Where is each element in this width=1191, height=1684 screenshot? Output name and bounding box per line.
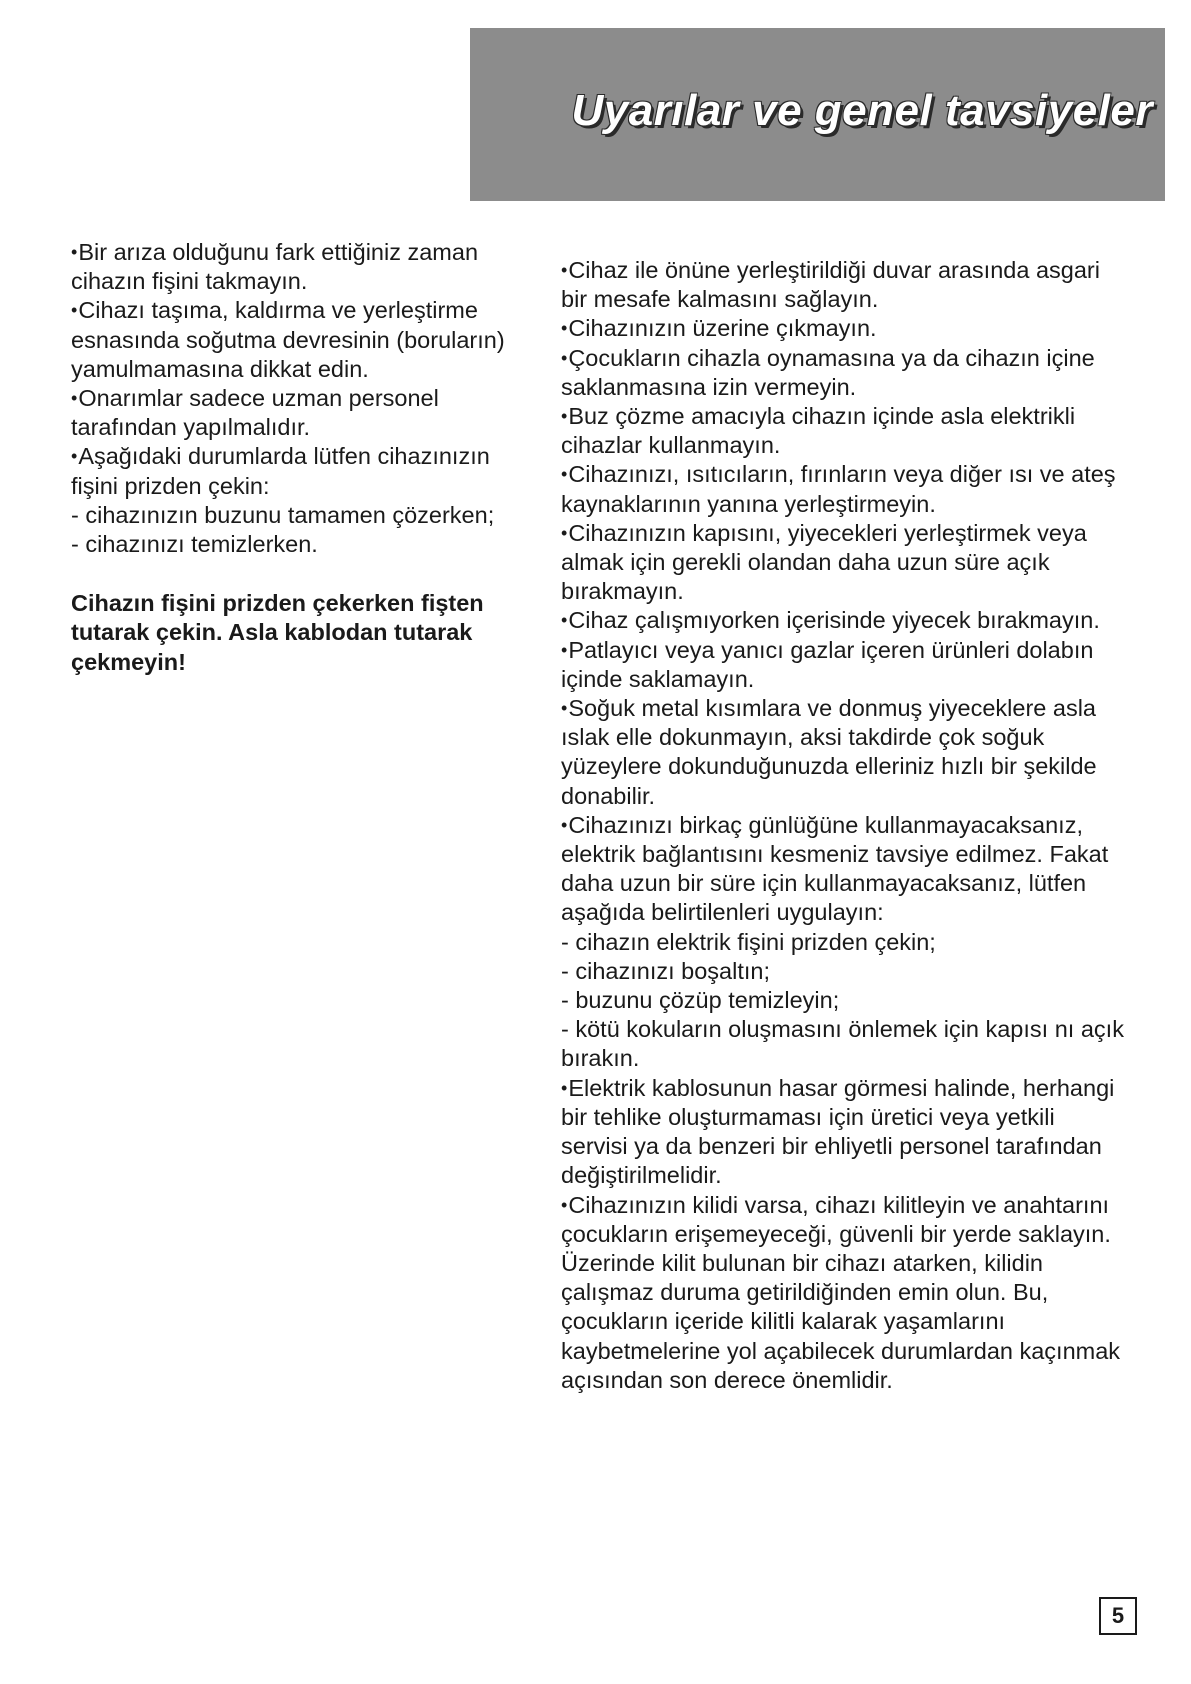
- list-item: •Onarımlar sadece uzman personel tarafından yapılmalıdır.: [71, 385, 439, 441]
- right-column: [561, 256, 1126, 1395]
- list-item: •Cihazınızı, ısıtıcıların, fırınların veya diğer ısı ve ateş kaynaklarının yanına yerleştirmeyin.: [561, 461, 1116, 517]
- header-banner: [470, 28, 1165, 201]
- list-item: •Cihazınızın üzerine çıkmayın.: [561, 315, 877, 342]
- bullet-icon: •: [561, 814, 568, 835]
- page-title: Uyarılar ve genel tavsiyeler: [571, 86, 1153, 135]
- bullet-icon: •: [71, 388, 78, 409]
- warning-text: Cihazın fişini prizden çekerken fişten tutarak çekin. Asla kablodan tutarak çekmeyin!: [71, 590, 484, 675]
- dash-item: - cihazınızı boşaltın;: [561, 957, 770, 984]
- bullet-icon: •: [71, 446, 78, 467]
- bullet-icon: •: [71, 242, 78, 262]
- list-item: •Soğuk metal kısımlara ve donmuş yiyeceklere asla ıslak elle dokunmayın, aksi takdirde çok soğuk yüzeylere dokunduğunuzda elleriniz hızlı bir şekilde donabilir.: [561, 695, 1097, 809]
- list-item: •Buz çözme amacıyla cihazın içinde asla elektrikli cihazlar kullanmayın.: [561, 403, 1076, 459]
- list-item: •Patlayıcı veya yanıcı gazlar içeren ürünleri dolabın içinde saklamayın.: [561, 636, 1094, 692]
- list-item: •Cihaz çalışmıyorken içerisinde yiyecek bırakmayın.: [561, 607, 1100, 634]
- dash-item: - cihazınızın buzunu tamamen çözerken;: [71, 501, 495, 528]
- page-number: 5: [1099, 1597, 1137, 1635]
- bullet-icon: •: [561, 347, 568, 368]
- list-item: •Cihazınızın kapısını, yiyecekleri yerleştirmek veya almak için gerekli olandan daha uzun süre açık bırakmayın.: [561, 519, 1087, 605]
- bullet-icon: •: [561, 610, 568, 631]
- bullet-icon: •: [561, 1194, 568, 1215]
- dash-item: - kötü kokuların oluşmasını önlemek için kapısı nı açık bırakın.: [561, 1016, 1124, 1072]
- list-item: •Elektrik kablosunun hasar görmesi halinde, herhangi bir tehlike oluşturmaması için üretici veya yetkili servisi ya da benzeri bir ehliyetli personel tarafından değiştirilmelidir.: [561, 1074, 1115, 1189]
- list-item: •Bir arıza olduğunu fark ettiğiniz zaman cihazın fişini takmayın.: [71, 239, 479, 295]
- bullet-icon: •: [561, 260, 568, 280]
- list-item: •Çocukların cihazla oynamasına ya da cihazın içine saklanmasına izin vermeyin.: [561, 344, 1095, 400]
- bullet-icon: •: [561, 1077, 568, 1098]
- dash-item: - buzunu çözüp temizleyin;: [561, 987, 840, 1014]
- bullet-icon: •: [561, 464, 568, 485]
- dash-item: - cihazın elektrik fişini prizden çekin;: [561, 928, 936, 955]
- bullet-icon: •: [71, 300, 78, 321]
- list-item: •Cihaz ile önüne yerleştirildiği duvar arasında asgari bir mesafe kalmasını sağlayın.: [561, 257, 1100, 313]
- list-item: •Cihazınızı birkaç günlüğüne kullanmayacaksanız, elektrik bağlantısını kesmeniz tavsiye edilmez. Fakat daha uzun bir süre için kullanmayacaksanız, lütfen aşağıda belirtilenleri uygulayın:: [561, 811, 1109, 926]
- list-item: •Cihazınızın kilidi varsa, cihazı kilitleyin ve anahtarını çocukların erişemeyeceği, güvenli bir yerde saklayın. Üzerinde kilit bulunan bir cihazı atarken, kilidin çalışmaz duruma getirildiğinden emin olun. Bu, çocukların içeride kilitli kalarak yaşamlarını kaybetmelerine yol açabilecek durumlardan kaçınmak açısından son derece önemlidir.: [561, 1191, 1121, 1393]
- bullet-icon: •: [561, 406, 568, 427]
- bullet-icon: •: [561, 318, 568, 339]
- left-column: [71, 238, 531, 700]
- bullet-icon: •: [561, 698, 568, 719]
- list-item: •Cihazı taşıma, kaldırma ve yerleştirme esnasında soğutma devresinin (boruların) yamulmamasına dikkat edin.: [71, 297, 505, 382]
- bullet-icon: •: [561, 522, 568, 543]
- dash-item: - cihazınızı temizlerken.: [71, 531, 318, 558]
- bullet-icon: •: [561, 639, 568, 660]
- list-item: •Aşağıdaki durumlarda lütfen cihazınızın fişini prizden çekin:: [71, 443, 490, 499]
